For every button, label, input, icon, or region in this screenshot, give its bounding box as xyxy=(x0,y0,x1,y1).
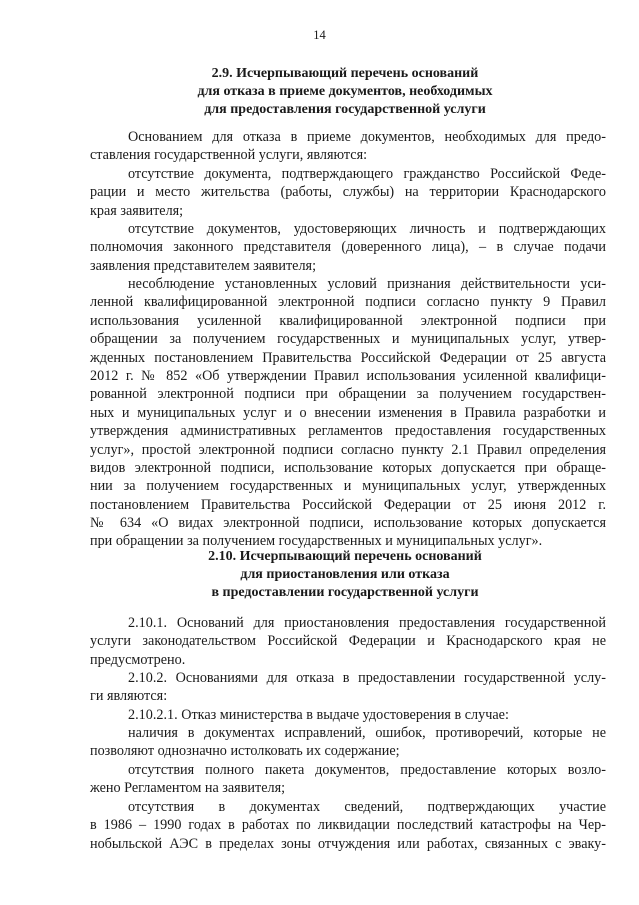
text-line: в 1986 – 1990 годах в работах по ликвидации последствий катастрофы на Чер- xyxy=(90,817,606,834)
heading-line: для отказа в приеме документов, необходимых xyxy=(197,84,493,99)
text-line: несоблюдение установленных условий признания действительности уси- xyxy=(128,276,606,292)
text-line: видов электронной подписи, использование которых допускается при обраще- xyxy=(90,459,606,476)
section-2-10-paragraph-6 xyxy=(90,798,606,853)
text-line: постановлением Правительства Российской Федерации от 25 июня 2012 г. xyxy=(90,496,606,513)
text-line: отсутствие документов, удостоверяющих личность и подтверждающих xyxy=(128,221,606,237)
text-line: утверждения административных регламентов предоставления государственных xyxy=(90,423,606,440)
text-line: 2012 г. № 852 «Об утверждении Правил использования усиленной квалифици- xyxy=(90,367,606,384)
section-2-9-paragraph-2 xyxy=(90,165,606,220)
text-line: ги являются: xyxy=(90,688,168,705)
text-line: № 634 «О видах электронной подписи, использование которых допускается xyxy=(90,515,606,532)
text-line: 2.10.1. Оснований для приостановления предоставления государственной xyxy=(128,615,606,631)
text-line: отсутствия полного пакета документов, предоставление которых возло- xyxy=(128,762,606,778)
page-number: 14 xyxy=(313,28,326,42)
text-line: 2.10.2.1. Отказ министерства в выдаче удостоверения в случае: xyxy=(128,707,509,723)
text-line: Основанием для отказа в приеме документов, необходимых для предо- xyxy=(128,129,606,145)
text-line: рованной электронной подписи при обращении за получением государствен- xyxy=(90,386,606,403)
heading-line: в предоставлении государственной услуги xyxy=(211,585,479,600)
text-line: предусмотрено. xyxy=(90,651,186,668)
heading-line: 2.9. Исчерпывающий перечень оснований xyxy=(211,66,479,81)
heading-line: для приостановления или отказа xyxy=(240,567,450,582)
text-line: 2.10.2. Основаниями для отказа в предоставлении государственной услу- xyxy=(128,670,606,686)
text-line: ставления государственной услуги, являются: xyxy=(90,147,368,164)
text-line: использования усиленной квалифицированной электронной подписи при xyxy=(90,312,606,329)
text-line: жено Регламентом на заявителя; xyxy=(90,780,286,797)
text-line: услуг», простой электронной подписи согласно пункту 2.1 Правил определения xyxy=(90,441,606,458)
text-line: края заявителя; xyxy=(90,202,184,219)
section-2-10-heading xyxy=(90,548,600,602)
section-2-10-paragraph-3 xyxy=(90,706,606,724)
text-line: услуги законодательством Российской Федерации и Краснодарского края не xyxy=(90,633,606,650)
text-line: заявления представителем заявителя; xyxy=(90,257,317,274)
text-line: обращении за получением государственных и муниципальных услуг, утвер- xyxy=(90,331,606,348)
section-2-9-heading xyxy=(90,65,600,119)
section-2-10-paragraph-2 xyxy=(90,669,606,706)
text-line: при обращении за получением государственных и муниципальных услуг». xyxy=(90,533,543,550)
section-2-9-paragraph-1 xyxy=(90,128,606,165)
text-line: отсутствия в документах сведений, подтверждающих участие xyxy=(128,799,606,815)
text-line: жденных постановлением Правительства Российской Федерации от 25 августа xyxy=(90,349,606,366)
section-2-9-paragraph-4 xyxy=(90,275,606,551)
section-2-9-paragraph-3 xyxy=(90,220,606,275)
text-line: рации и место жительства (работы, службы) на территории Краснодарского xyxy=(90,184,606,201)
text-line: наличия в документах исправлений, ошибок, противоречий, которые не xyxy=(128,725,606,741)
section-2-10-paragraph-4 xyxy=(90,724,606,761)
text-line: позволяют однозначно истолковать их содержание; xyxy=(90,743,400,760)
text-line: полномочия законного представителя (доверенного лица), – в случае подачи xyxy=(90,239,606,256)
section-2-10-paragraph-1 xyxy=(90,614,606,669)
text-line: нии за получением государственных и муниципальных услуг, утвержденных xyxy=(90,478,606,495)
text-line: ных и муниципальных услуг и о внесении изменения в Правила разработки и xyxy=(90,404,606,421)
text-line: нобыльской АЭС в пределах зоны отчуждения или работах, связанных с эваку- xyxy=(90,835,606,852)
text-line: ленной квалифицированной электронной подписи согласно пункту 9 Правил xyxy=(90,294,606,311)
heading-line: 2.10. Исчерпывающий перечень оснований xyxy=(208,549,482,564)
section-2-10-paragraph-5 xyxy=(90,761,606,798)
heading-line: для предоставления государственной услуги xyxy=(204,102,486,117)
text-line: отсутствие документа, подтверждающего гражданство Российской Феде- xyxy=(128,166,606,182)
